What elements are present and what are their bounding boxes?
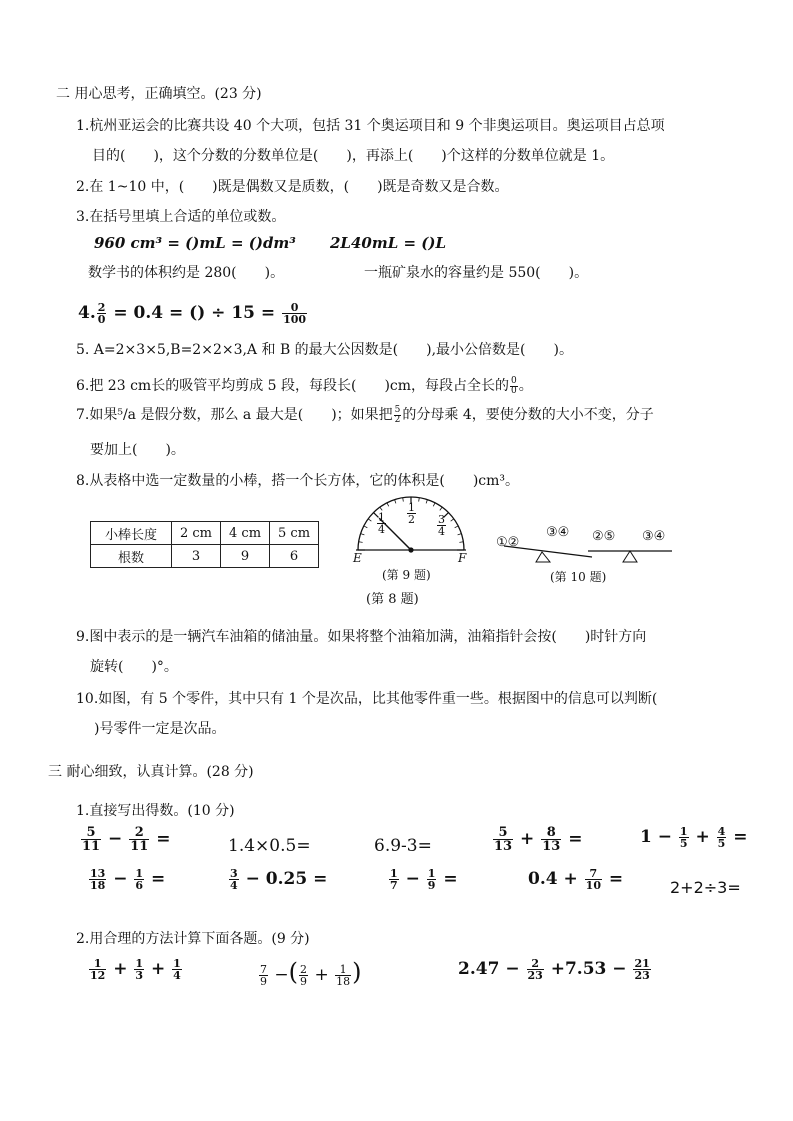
calc-r2-e: 2+2÷3= xyxy=(670,878,741,897)
calc-r2-b xyxy=(228,868,327,891)
q6-text: 6.把 23 cm长的吸管平均剪成 5 段，每段长( )cm，每段占全长的 xyxy=(76,378,510,394)
gauge-mark-quarter-num: 1 xyxy=(378,511,385,524)
denominator: 4 xyxy=(230,879,238,892)
calc-r1-c: 6.9-3= xyxy=(374,836,432,856)
gauge-empty-label: E xyxy=(353,551,362,565)
numerator: 3 xyxy=(230,867,238,880)
calc-r1-a xyxy=(80,826,170,853)
numerator: 1 xyxy=(89,958,106,970)
q7-line1 xyxy=(76,405,654,425)
denominator: 4 xyxy=(173,969,181,982)
equals: = xyxy=(733,827,748,847)
gauge-mark-half-num: 1 xyxy=(408,501,415,514)
denominator: 23 xyxy=(634,969,650,982)
fraction xyxy=(717,826,727,849)
gauge-mark-3q-num: 3 xyxy=(438,513,445,526)
gauge-tick xyxy=(368,519,371,521)
numerator: 1 xyxy=(335,964,351,976)
table-cell: 3 xyxy=(172,545,221,568)
gauge-tick xyxy=(451,519,454,521)
gauge-tick xyxy=(440,507,442,510)
gauge-tick xyxy=(359,542,363,543)
caption-q9: (第 9 题) xyxy=(382,568,431,582)
operator: − xyxy=(405,869,420,889)
gauge-tick xyxy=(426,500,427,504)
q1-line1: 1.杭州亚运会的比赛共设 40 个大项，包括 31 个奥运项目和 9 个非奥运项目。奥运项目占总项 xyxy=(76,118,665,134)
gauge-mark-quarter xyxy=(377,512,386,535)
denominator: 9 xyxy=(260,975,267,988)
fraction xyxy=(633,958,650,981)
section-3-title: 三 耐心细致，认真计算。(28 分) xyxy=(48,764,254,780)
denominator: 6 xyxy=(135,879,144,892)
balance-1-left: ①② xyxy=(496,535,520,550)
q2: 2.在 1~10 中，( )既是偶数又是质数，( )既是奇数又是合数。 xyxy=(76,179,509,195)
q4-fraction xyxy=(97,302,107,325)
q3-title: 3.在括号里填上合适的单位或数。 xyxy=(76,209,286,225)
q6-fraction xyxy=(510,377,518,396)
fraction xyxy=(89,958,106,981)
calc-r2-a xyxy=(88,868,165,891)
operator: + xyxy=(520,829,535,849)
q3-line3a: 数学书的体积约是 280( )。 xyxy=(88,265,285,281)
balance-2-left: ②⑤ xyxy=(592,529,616,544)
numerator: 2 xyxy=(129,826,149,840)
gauge-tick xyxy=(395,500,396,504)
q8: 8.从表格中选一定数量的小棒，搭一个长方体，它的体积是( )cm³。 xyxy=(76,473,520,489)
balance-2-right: ③④ xyxy=(642,529,666,544)
numerator: 7 xyxy=(585,868,602,880)
calc-r3-c xyxy=(458,958,652,981)
section-2-title: 二 用心思考，正确填空。(23 分) xyxy=(56,86,262,102)
equals: = xyxy=(150,869,166,889)
fraction xyxy=(493,826,513,853)
numerator: 1 xyxy=(135,957,144,970)
gauge-tick xyxy=(459,542,463,543)
equals: = xyxy=(568,829,583,849)
table-header-cell: 小棒长度 xyxy=(91,522,172,545)
equals: = xyxy=(443,869,458,889)
denominator: 11 xyxy=(82,839,101,854)
denominator: 5 xyxy=(717,837,726,850)
q3-eq2: 2L40mL = ()L xyxy=(330,234,447,252)
fraction xyxy=(134,868,144,891)
part-2-title: 2.用合理的方法计算下面各题。(9 分) xyxy=(76,931,310,947)
denominator: 23 xyxy=(527,969,543,982)
fraction xyxy=(527,958,544,981)
gauge-tick xyxy=(455,526,459,528)
numerator: 13 xyxy=(90,867,106,880)
denominator: 18 xyxy=(336,975,351,988)
fraction xyxy=(229,868,239,891)
gauge-tick xyxy=(380,507,382,510)
q3-line3b: 一瓶矿泉水的容量约是 550( )。 xyxy=(364,265,589,281)
table-row xyxy=(91,522,319,545)
calc-r2-c xyxy=(388,868,458,891)
balance-2-fulcrum xyxy=(623,551,637,562)
denominator: 9 xyxy=(300,975,308,988)
table-row xyxy=(91,545,319,568)
operator: − xyxy=(108,829,123,849)
fraction xyxy=(81,826,101,853)
q4-frac2-den: 100 xyxy=(283,313,307,326)
gauge-mark-half-den: 2 xyxy=(408,513,415,526)
table-header-cell: 2 cm xyxy=(172,522,221,545)
q7-frac-num: 5 xyxy=(394,404,401,415)
table-cell: 9 xyxy=(221,545,270,568)
calc-r3-b xyxy=(258,958,361,987)
fraction xyxy=(541,826,561,853)
fraction xyxy=(134,958,144,981)
numerator: 8 xyxy=(541,826,561,840)
fraction xyxy=(172,958,182,981)
gauge-tick xyxy=(458,534,462,535)
expression-middle: +7.53 − xyxy=(550,959,627,979)
q4-frac-num: 2 xyxy=(97,301,106,314)
operator: + xyxy=(695,827,710,847)
rods-table xyxy=(90,521,319,568)
q1-line2: 目的( )，这个分数的分数单位是( )，再添上( )个这样的分数单位就是 1。 xyxy=(92,148,615,164)
operator: + xyxy=(314,965,329,985)
operator: − xyxy=(274,965,289,985)
caption-q10: (第 10 题) xyxy=(550,570,607,584)
numerator: 1 xyxy=(173,957,181,970)
q3-eq1: 960 cm³ = ()mL = ()dm³ xyxy=(94,234,296,252)
fraction xyxy=(335,964,351,987)
calc-r3-a xyxy=(88,958,183,981)
gauge-tick xyxy=(387,503,389,507)
gauge-tick xyxy=(361,534,365,535)
table-header-cell: 4 cm xyxy=(221,522,270,545)
q4 xyxy=(78,301,308,325)
q7-frac-den: 2 xyxy=(394,414,401,425)
numerator: 2 xyxy=(527,958,544,970)
q4-fraction-2 xyxy=(282,302,307,325)
gauge-mark-three-quarter xyxy=(437,514,446,537)
q9-line1: 9.图中表示的是一辆汽车油箱的储油量。如果将整个油箱加满，油箱指针会按( )时针方向 xyxy=(76,629,647,645)
gauge-mark-half xyxy=(407,502,416,525)
calc-r1-d xyxy=(492,826,582,853)
denominator: 12 xyxy=(90,969,106,982)
part-1-title: 1.直接写出得数。(10 分) xyxy=(76,803,235,819)
fraction xyxy=(299,964,308,987)
gauge-pivot xyxy=(408,547,413,552)
q6-frac-den: 0 xyxy=(511,385,517,396)
numerator: 1 xyxy=(390,867,398,880)
gauge-mark-3q-den: 4 xyxy=(438,525,445,538)
gauge-tick xyxy=(403,498,404,502)
q5: 5. A=2×3×5,B=2×2×3,A 和 B 的最大公因数是( ),最小公倍数是( )。 xyxy=(76,342,573,358)
gauge-mark-quarter-den: 4 xyxy=(378,523,385,536)
equals: = xyxy=(608,869,624,889)
denominator: 11 xyxy=(130,839,149,854)
denominator: 5 xyxy=(679,837,688,850)
q10-line1: 10.如图，有 5 个零件，其中只有 1 个是次品，比其他零件重一些。根据图中的信息可以判断( xyxy=(76,691,658,707)
q7-line2: 要加上( )。 xyxy=(90,442,185,458)
numerator: 5 xyxy=(81,826,101,840)
numerator: 4 xyxy=(717,825,726,838)
q4-frac-den: 0 xyxy=(97,313,106,326)
expression-prefix: 1 − xyxy=(640,827,672,847)
operator: + xyxy=(113,959,128,979)
expression-prefix: 0.4 + xyxy=(528,869,578,889)
calc-r1-e xyxy=(640,826,748,849)
denominator: 7 xyxy=(390,879,398,892)
numerator: 1 xyxy=(135,867,144,880)
gauge-tick xyxy=(433,503,435,507)
q4-frac2-num: 0 xyxy=(282,302,307,314)
denominator: 13 xyxy=(542,839,561,854)
operator: + xyxy=(150,959,166,979)
numerator: 1 xyxy=(427,867,436,880)
denominator: 18 xyxy=(90,879,106,892)
table-row-label: 根数 xyxy=(91,545,172,568)
left-paren: ( xyxy=(288,958,299,986)
gauge-full-label: F xyxy=(458,551,467,565)
equals: = xyxy=(156,829,171,849)
fraction xyxy=(585,868,602,891)
q10-line2: )号零件一定是次品。 xyxy=(94,721,226,737)
fraction xyxy=(427,868,437,891)
q4-mid: = 0.4 = () ÷ 15 = xyxy=(113,303,276,323)
numerator: 5 xyxy=(493,826,513,840)
operator: − xyxy=(113,869,128,889)
q9-line2: 旋转( )°。 xyxy=(90,659,178,675)
denominator: 9 xyxy=(427,879,436,892)
calc-r2-d xyxy=(528,868,623,891)
fraction xyxy=(679,826,689,849)
q7-fraction xyxy=(394,406,402,425)
fraction xyxy=(129,826,149,853)
balance-1-right: ③④ xyxy=(546,525,570,540)
caption-q8: (第 8 题) xyxy=(366,592,419,607)
gauge-tick xyxy=(364,526,368,528)
q4-pre: 4. xyxy=(78,303,96,323)
denominator: 10 xyxy=(585,879,601,892)
q7-text1: 7.如果⁵/a 是假分数，那么 a 最大是( )；如果把 xyxy=(76,407,393,423)
numerator: 21 xyxy=(634,957,650,970)
q6-end: 。 xyxy=(518,378,533,394)
expression-rest: − 0.25 = xyxy=(245,869,328,889)
fraction xyxy=(89,868,106,891)
balance-1-fulcrum xyxy=(536,552,550,562)
right-paren: ) xyxy=(352,958,362,986)
q7-text2: 的分母乘 4，要使分数的大小不变，分子 xyxy=(402,407,654,423)
expression-prefix: 2.47 − xyxy=(458,959,520,979)
numerator: 7 xyxy=(260,963,267,976)
fraction xyxy=(259,964,268,987)
numerator: 2 xyxy=(300,963,308,976)
fraction xyxy=(389,868,399,891)
numerator: 1 xyxy=(679,825,688,838)
q6 xyxy=(76,376,533,396)
q6-frac-num: 0 xyxy=(511,375,517,386)
table-header-cell: 5 cm xyxy=(270,522,319,545)
denominator: 3 xyxy=(135,969,144,982)
calc-r1-b: 1.4×0.5= xyxy=(228,836,311,856)
table-cell: 6 xyxy=(270,545,319,568)
denominator: 13 xyxy=(494,839,513,854)
gauge-tick xyxy=(419,498,420,502)
